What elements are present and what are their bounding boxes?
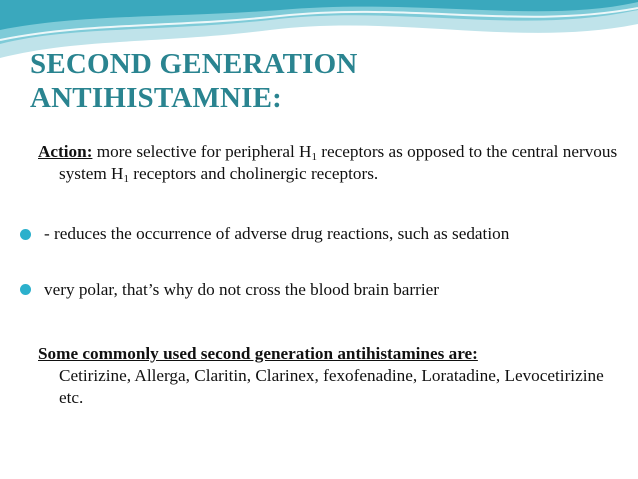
bullet-dot-icon	[20, 284, 31, 295]
common-drugs-list: Cetirizine, Allerga, Claritin, Clarinex, fexofenadine, Loratadine, Levocetirizine etc.	[59, 366, 604, 407]
action-text-b: receptors as opposed to the central nervous system H	[59, 142, 618, 183]
slide-title-line-2: ANTIHISTAMNIE:	[30, 82, 283, 114]
action-text-c: receptors and cholinergic receptors.	[128, 164, 379, 183]
slide-title-line-1: SECOND GENERATION	[30, 48, 358, 80]
action-label: Action:	[38, 142, 93, 161]
slide-title	[30, 47, 620, 115]
bullet-item-1: - reduces the occurrence of adverse drug reactions, such as sedation	[44, 224, 510, 243]
bullet-item-2: very polar, that’s why do not cross the blood brain barrier	[44, 280, 440, 299]
bullet-dot-icon	[20, 229, 31, 240]
h1-subscript-2: 1	[123, 173, 129, 185]
h1-subscript-1: 1	[311, 151, 317, 163]
common-drugs-paragraph	[38, 343, 629, 409]
common-drugs-label: Some commonly used second generation antihistamines are:	[38, 344, 478, 363]
action-paragraph	[38, 141, 629, 185]
action-text-a: more selective for peripheral H	[92, 142, 312, 161]
